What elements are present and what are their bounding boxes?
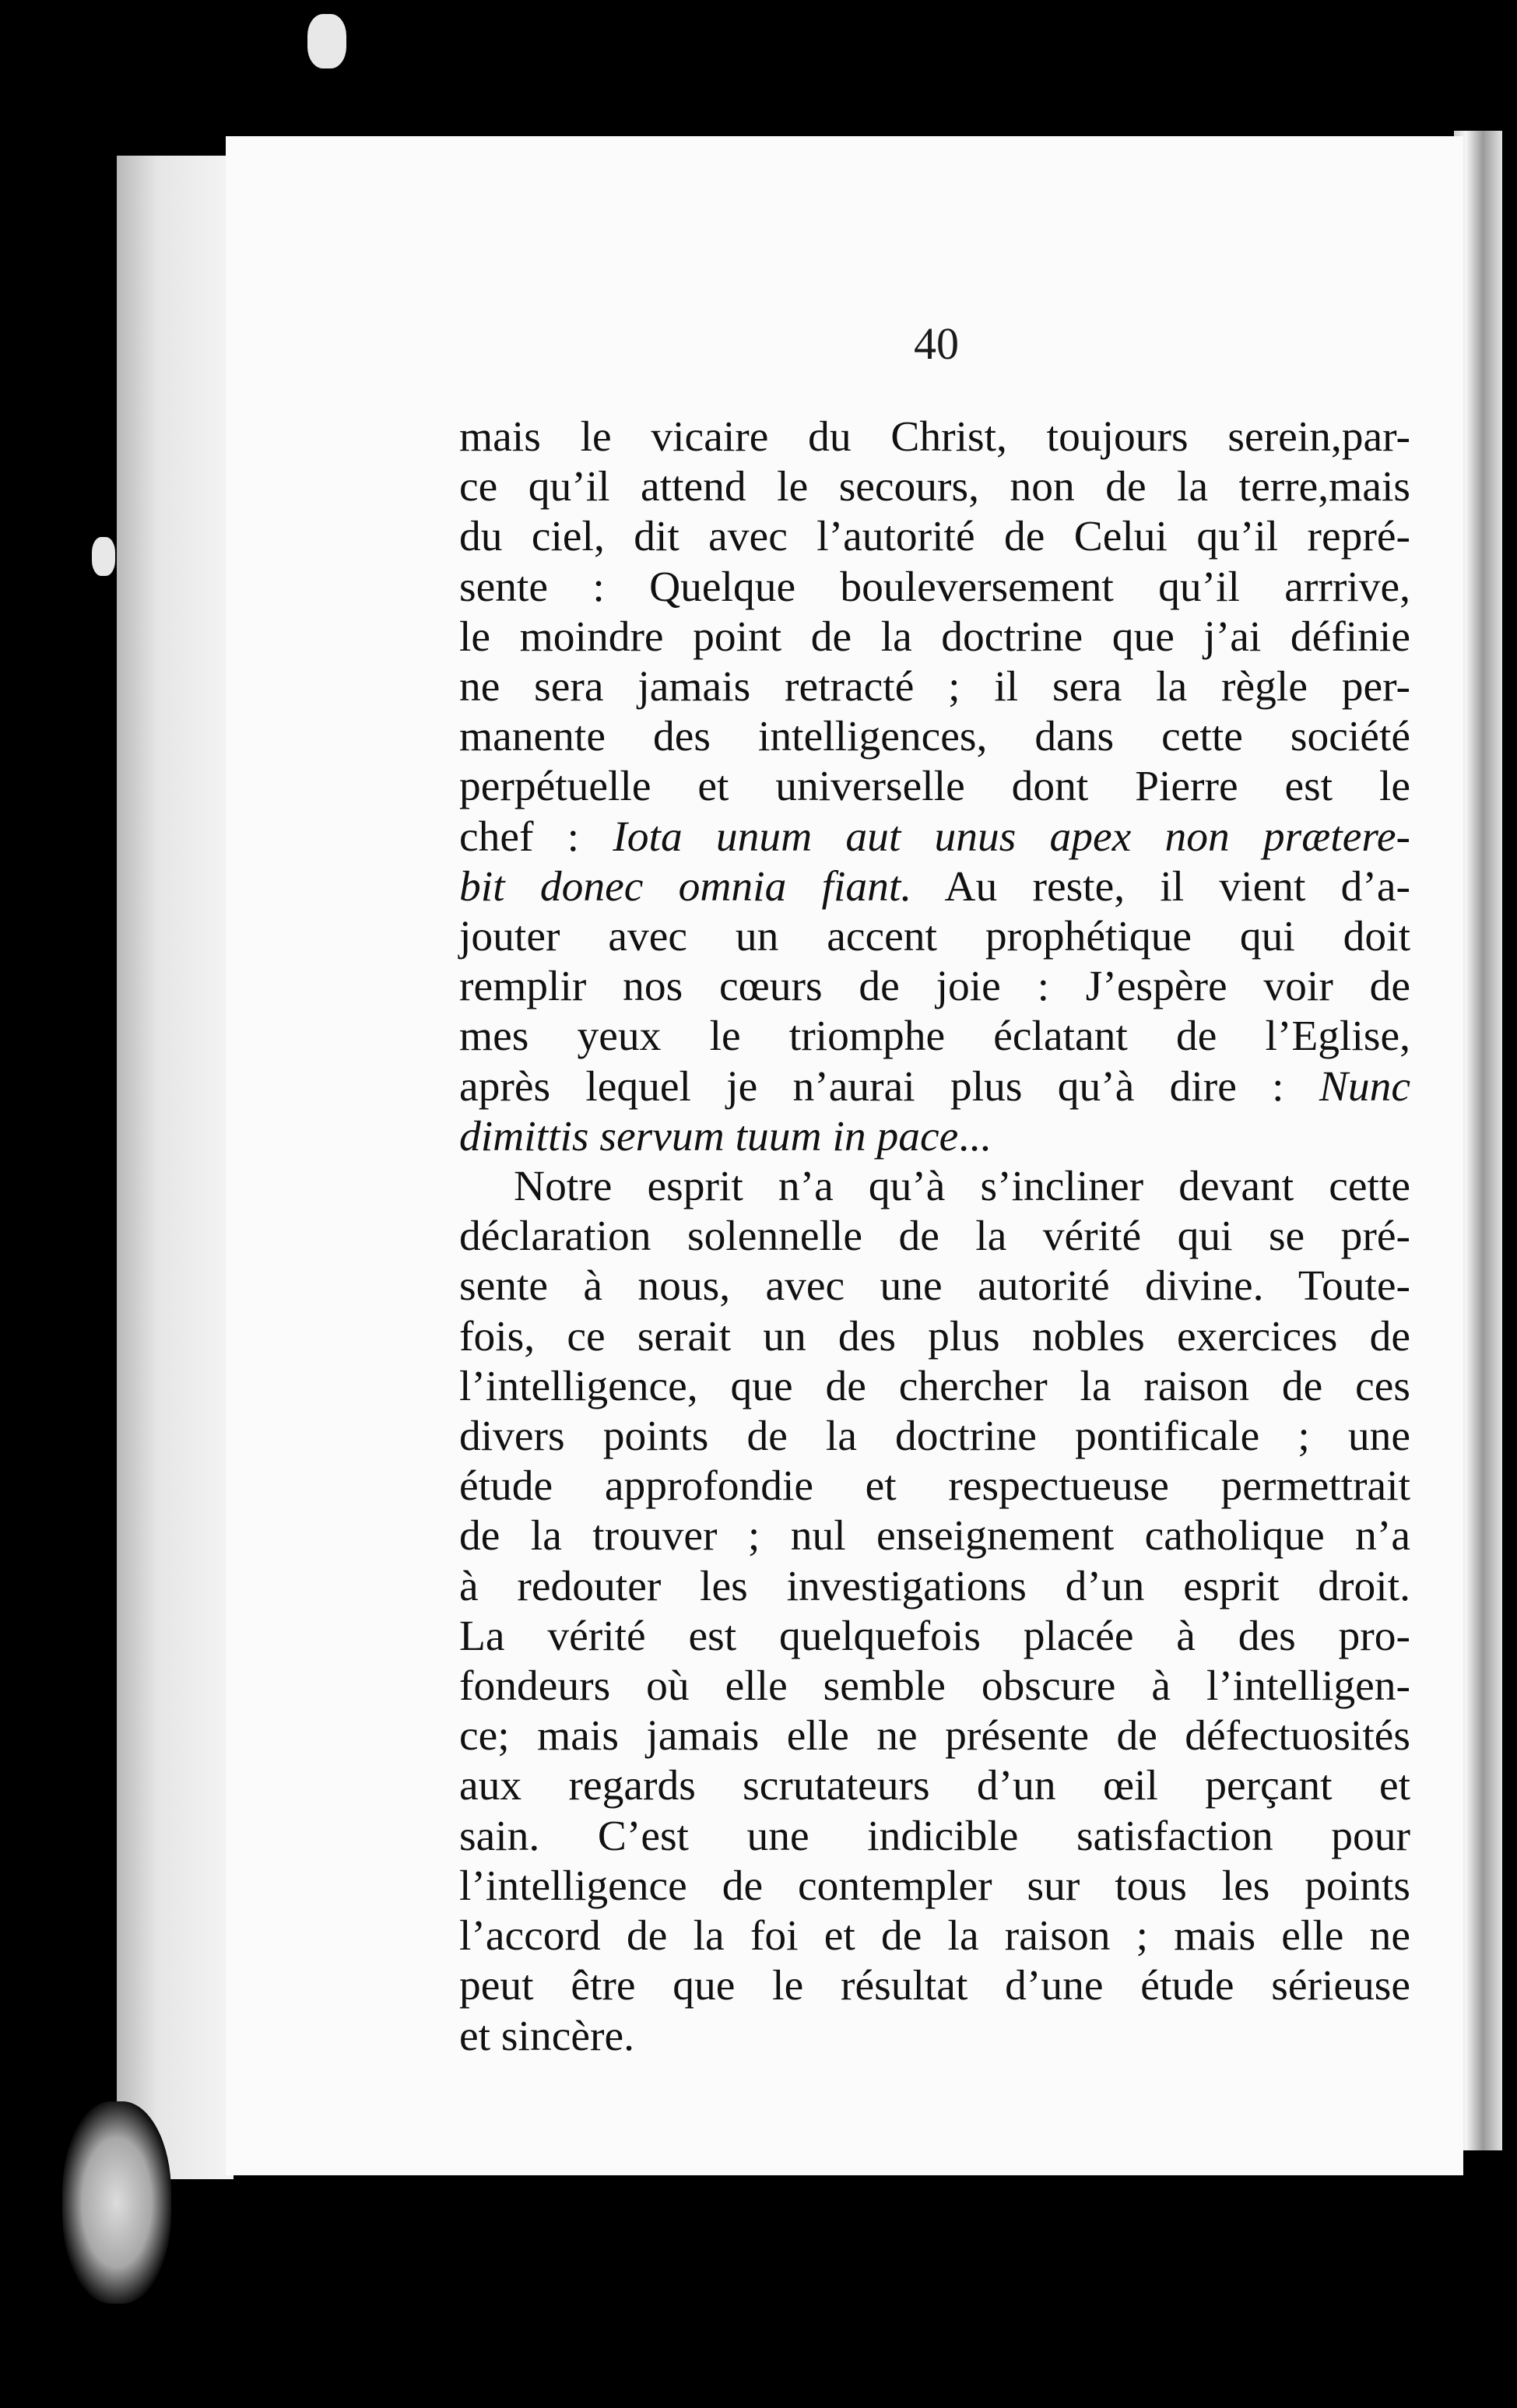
line-roman: chef : (459, 813, 613, 861)
scan-speck (307, 14, 346, 68)
text-line: aux regards scrutateurs d’un œil perçant et (459, 1762, 1410, 1810)
text-line: remplir nos cœurs de joie : J’espère voir de (459, 963, 1410, 1011)
text-line: ce; mais jamais elle ne présente de défectuosités (459, 1712, 1410, 1760)
line-roman: après lequel je n’aurai plus qu’à dire : (459, 1062, 1319, 1111)
text-line: du ciel, dit avec l’autorité de Celui qu’il repré- (459, 513, 1410, 561)
text-line: l’intelligence de contempler sur tous les points (459, 1862, 1410, 1910)
line-roman: ... (958, 1112, 991, 1160)
paragraph-1 (459, 412, 1410, 1162)
text-line: sente à nous, avec une autorité divine. Toute- (459, 1262, 1410, 1311)
text-line: à redouter les investigations d’un esprit droit. (459, 1562, 1410, 1610)
latin-quote: bit donec omnia fiant. (459, 862, 912, 911)
text-line: Notre esprit n’a qu’à s’incliner devant cette (514, 1163, 1410, 1211)
paragraph-2 (459, 1162, 1410, 2062)
text-line: ne sera jamais retracté ; il sera la règle per- (459, 663, 1410, 711)
text-line: La vérité est quelquefois placée à des pro- (459, 1612, 1410, 1660)
text-line (459, 1062, 1410, 1112)
text-line: fois, ce serait un des plus nobles exercices de (459, 1312, 1410, 1360)
page-text (459, 412, 1410, 2062)
text-line: jouter avec un accent prophétique qui doit (459, 913, 1410, 961)
latin-quote: Nunc (1319, 1062, 1410, 1111)
text-line: déclaration solennelle de la vérité qui se pré- (459, 1213, 1410, 1261)
text-line: le moindre point de la doctrine que j’ai définie (459, 613, 1410, 661)
text-line: et sincère. (459, 2012, 634, 2060)
scan-blob (62, 2101, 171, 2304)
latin-quote: dimittis servum tuum in pace (459, 1112, 959, 1160)
text-line: peut être que le résultat d’une étude sérieuse (459, 1962, 1410, 2010)
text-line: fondeurs où elle semble obscure à l’intelligen- (459, 1662, 1410, 1711)
text-line: sente : Quelque bouleversement qu’il arrrive, (459, 563, 1410, 611)
line-roman: Au reste, il vient d’a- (911, 862, 1410, 911)
text-line: perpétuelle et universelle dont Pierre est le (459, 763, 1410, 811)
text-line: mes yeux le triomphe éclatant de l’Eglise, (459, 1013, 1410, 1061)
page-number: 40 (914, 318, 959, 369)
text-line: sain. C’est une indicible satisfaction pour (459, 1812, 1410, 1860)
text-line (459, 813, 1410, 862)
text-line: mais le vicaire du Christ, toujours serein,par- (459, 413, 1410, 461)
text-line: de la trouver ; nul enseignement catholique n’a (459, 1512, 1410, 1560)
text-line: l’accord de la foi et de la raison ; mais elle ne (459, 1912, 1410, 1960)
text-line: l’intelligence, que de chercher la raison de ces (459, 1362, 1410, 1410)
scan-speck (92, 537, 115, 576)
text-line: divers points de la doctrine pontificale ; une (459, 1413, 1410, 1461)
text-line: manente des intelligences, dans cette société (459, 713, 1410, 761)
text-line: ce qu’il attend le secours, non de la terre,mais (459, 463, 1410, 511)
latin-quote: Iota unum aut unus apex non prætere- (613, 813, 1411, 861)
book-left-edge (117, 156, 234, 2179)
text-line: étude approfondie et respectueuse permettrait (459, 1462, 1410, 1511)
text-line (459, 862, 1410, 912)
text-line (459, 1112, 1410, 1162)
